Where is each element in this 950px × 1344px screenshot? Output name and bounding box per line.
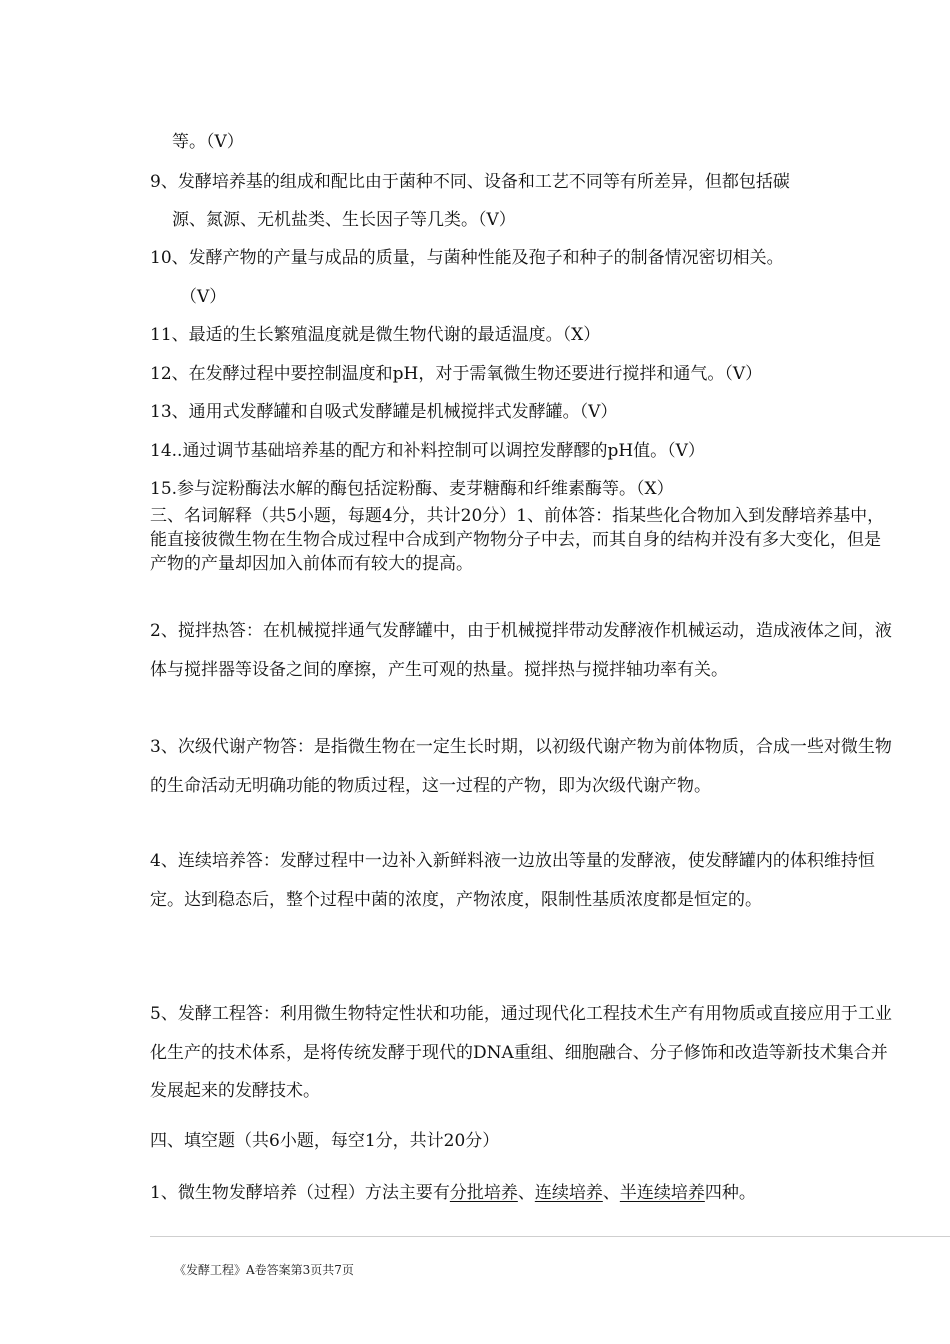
definition-4: 4、连续培养答：发酵过程中一边补入新鲜料液一边放出等量的发酵液，使发酵罐内的体积维持恒定。达到稳态后，整个过程中菌的浓度，产物浓度，限制性基质浓度都是恒定的。: [150, 851, 875, 910]
q1-answer-1: 分批培养: [449, 1183, 518, 1203]
tf-item-12: 12、在发酵过程中要控制温度和pH，对于需氧微生物还要进行搅拌和通气。（V）: [150, 364, 763, 384]
q1-prefix: 1、微生物发酵培养（过程）方法主要有: [150, 1183, 450, 1203]
q1-suffix: 四种。: [704, 1183, 756, 1203]
section-3-heading-and-def-1: 三、名词解释（共5小题，每题4分，共计20分）1、前体答：指某些化合物加入到发酵培养基中，能直接彼微生物在生物合成过程中合成到产物物分子中去，而其自身的结构并没有多大变化，但是产物的产量却因加入前体而有较大的提高。: [150, 506, 885, 574]
section-4-heading: 四、填空题（共6小题，每空1分，共计20分）: [150, 1131, 500, 1151]
tf-item-9: 9、发酵培养基的组成和配比由于菌种不同、设备和工艺不同等有所差异，但都包括碳: [150, 172, 790, 192]
q1-separator: 、: [517, 1183, 535, 1203]
definition-3: 3、次级代谢产物答：是指微生物在一定生长时期，以初级代谢产物为前体物质，合成一些对微生物的生命活动无明确功能的物质过程，这一过程的产物，即为次级代谢产物。: [150, 737, 892, 796]
footer-divider: [150, 1236, 950, 1237]
definition-5: 5、发酵工程答：利用微生物特定性状和功能，通过现代化工程技术生产有用物质或直接应用于工业化生产的技术体系，是将传统发酵于现代的DNA重组、细胞融合、分子修饰和改造等新技术集合并发展起来的发酵技术。: [150, 1004, 892, 1101]
tf-item-9-cont: 源、氮源、无机盐类、生长因子等几类。（V）: [172, 210, 516, 230]
tf-item-10: 10、发酵产物的产量与成品的质量，与菌种性能及孢子和种子的制备情况密切相关。: [150, 248, 784, 268]
tf-item-15: 15.参与淀粉酶法水解的酶包括淀粉酶、麦芽糖酶和纤维素酶等。（X）: [150, 479, 674, 499]
tf-item-14: 14..通过调节基础培养基的配方和补料控制可以调控发酵醪的pH值。（V）: [150, 441, 705, 461]
q1-separator: 、: [602, 1183, 620, 1203]
tf-item-10-cont: （V）: [180, 287, 227, 307]
tf-line-8-end: 等。（V）: [172, 132, 244, 152]
tf-item-13: 13、通用式发酵罐和自吸式发酵罐是机械搅拌式发酵罐。（V）: [150, 402, 618, 422]
fill-blank-q1: [150, 1182, 756, 1204]
q1-answer-3: 半连续培养: [619, 1183, 705, 1203]
q1-answer-2: 连续培养: [534, 1183, 603, 1203]
tf-item-11: 11、最适的生长繁殖温度就是微生物代谢的最适温度。（X）: [150, 325, 601, 345]
page-footer: 《发酵工程》A卷答案第3页共7页: [174, 1263, 354, 1277]
definition-2: 2、搅拌热答：在机械搅拌通气发酵罐中，由于机械搅拌带动发酵液作机械运动，造成液体之间，液体与搅拌器等设备之间的摩擦，产生可观的热量。搅拌热与搅拌轴功率有关。: [150, 621, 892, 680]
